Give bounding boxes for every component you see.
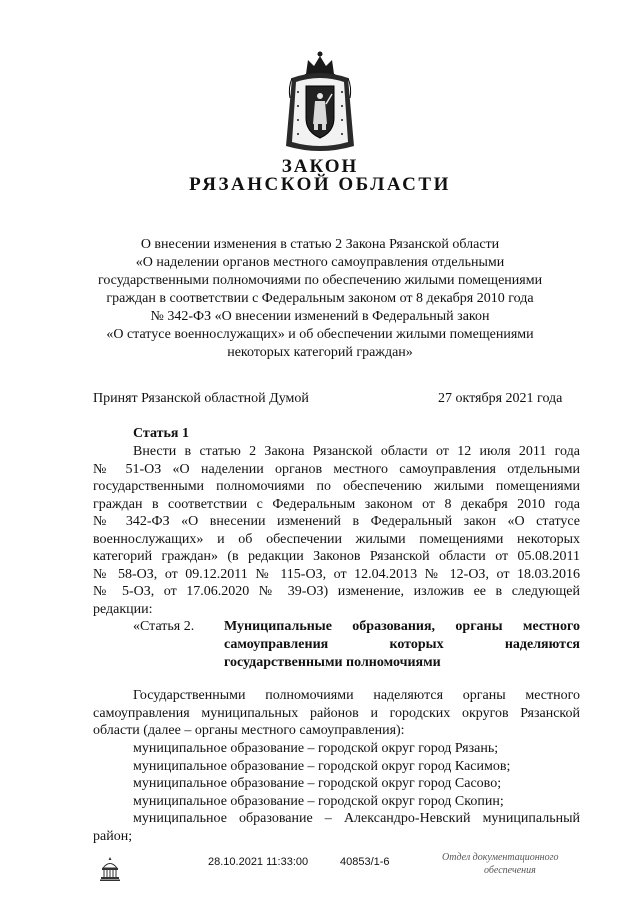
article-1-heading: Статья 1 <box>133 426 189 441</box>
adopted-by: Принят Рязанской областной Думой <box>93 391 309 406</box>
text-line: военнослужащих» и об обеспечении жилыми помещениями некоторых <box>93 531 580 547</box>
law-subject <box>60 236 580 362</box>
text-line: № 342-ФЗ «О внесении изменений в Федеральный закон «О статусе <box>93 514 580 529</box>
adoption-date: 27 октября 2021 года <box>438 391 563 406</box>
list-item: муниципальное образование – городской округ город Рязань; <box>133 741 499 756</box>
subject-line: некоторых категорий граждан» <box>227 345 413 360</box>
subject-line: «О статусе военнослужащих» и об обеспечении жилыми помещениями <box>106 327 534 342</box>
text-line: государственными полномочиями по обеспечению жилыми помещениями <box>93 479 580 494</box>
list-item: муниципальное образование – Александро-Невский муниципальный <box>133 811 580 826</box>
article-1-text <box>93 443 580 618</box>
title-line: Муниципальные образования, органы местного <box>224 619 580 634</box>
text-line: № 58-ОЗ, от 09.12.2011 № 115-ОЗ, от 12.04.2013 № 12-ОЗ, от 18.03.2016 <box>93 566 580 582</box>
subject-line: государственными полномочиями по обеспечению жилыми помещениями <box>97 273 543 288</box>
text-line: № 5-ОЗ, от 17.06.2020 № 39-ОЗ) изменение, изложив ее в следующей <box>93 584 580 599</box>
article-2-intro <box>93 687 580 740</box>
list-item: муниципальное образование – городской округ город Сасово; <box>133 776 502 791</box>
subject-line: «О наделении органов местного самоуправления отдельными <box>135 255 505 270</box>
text-line: граждан в соответствии с Федеральным законом от 8 декабря 2010 года <box>93 496 580 512</box>
stamp-line: обеспечения <box>484 865 536 876</box>
list-item-continuation: район; <box>93 828 133 844</box>
subject-line: граждан в соответствии с Федеральным законом от 8 декабря 2010 года <box>106 291 534 306</box>
article-2-label: «Статья 2. <box>133 619 195 634</box>
subject-line: О внесении изменения в статью 2 Закона Рязанской области <box>140 237 500 252</box>
law-title: ЗАКОН <box>281 156 359 177</box>
list-item: муниципальное образование – городской округ город Скопин; <box>133 793 504 809</box>
department-stamp <box>442 851 612 877</box>
duma-logo-icon <box>99 856 121 882</box>
text-line: редакции: <box>93 601 153 617</box>
title-line: государственными полномочиями <box>224 655 441 670</box>
text-line: самоуправления муниципальных районов и городских округов Рязанской <box>93 705 580 721</box>
footer-doc-number: 40853/1-6 <box>340 856 390 868</box>
article-2-title <box>224 618 580 672</box>
stamp-line: Отдел документационного <box>442 852 559 863</box>
list-item: муниципальное образование – городской округ город Касимов; <box>133 758 511 774</box>
subject-line: № 342-ФЗ «О внесении изменений в Федеральный закон <box>150 309 490 324</box>
law-region-title: РЯЗАНСКОЙ ОБЛАСТИ <box>189 174 451 195</box>
municipality-list <box>93 740 580 845</box>
title-line: самоуправления которых наделяются <box>224 637 580 652</box>
text-line: области (далее – органы местного самоуправления): <box>93 723 405 738</box>
text-line: категорий граждан» (в редакции Законов Рязанской области от 05.08.2011 <box>93 549 580 564</box>
text-line: Государственными полномочиями наделяются органы местного <box>133 688 580 703</box>
coat-of-arms-icon <box>284 48 356 156</box>
text-line: № 51-ОЗ «О наделении органов местного самоуправления отдельными <box>93 461 580 477</box>
text-line: Внести в статью 2 Закона Рязанской области от 12 июля 2011 года <box>133 444 580 459</box>
footer-timestamp: 28.10.2021 11:33:00 <box>208 856 309 868</box>
